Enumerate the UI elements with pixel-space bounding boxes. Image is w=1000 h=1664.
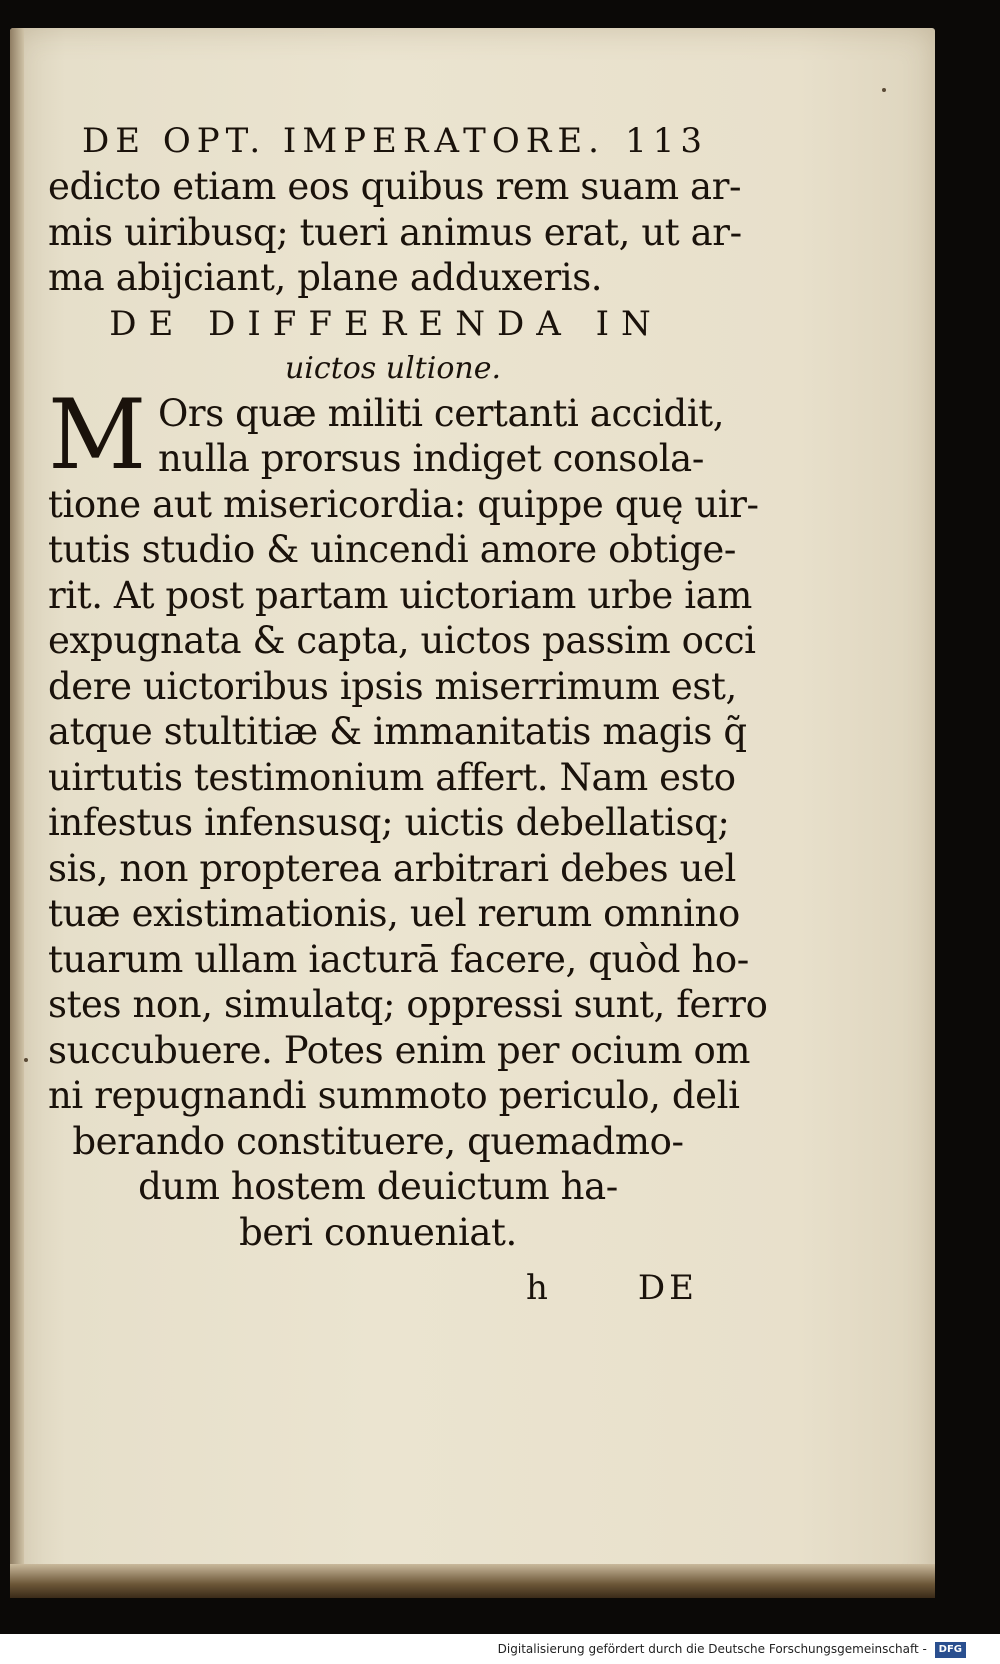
text-line: atque stultitiæ & immanitatis magis q̃ [48,710,747,753]
text-line: stes non, simulatq; oppressi sunt, ferro [48,983,768,1026]
book-page [10,28,935,1598]
drop-capital: M [48,378,147,491]
text-line: infestus infensusq; uictis debellatisq; [48,801,730,844]
text-line: ma abijciant, plane adduxeris. [48,256,603,299]
text-line: uirtutis testimonium affert. Nam esto [48,755,736,799]
page-bottom-edge [10,1564,935,1598]
digitization-notice-bar [0,1634,1000,1664]
text-line: tione aut misericordia: quippe quę uir- [48,482,759,526]
digitization-notice: Digitalisierung gefördert durch die Deutsche Forschungsgemeinschaft - [497,1642,927,1656]
paper-speck [882,88,886,92]
page-footer [48,1265,708,1311]
text-line: sis, non propterea arbitrari debes uel [48,846,736,890]
text-line: rit. At post partam uictoriam urbe iam [48,573,752,617]
text-line: tuæ existimationis, uel rerum omnino [48,892,740,935]
text-line: ni repugnandi summoto periculo, deli [48,1074,740,1117]
text-line: Ors quæ militi certanti accidit, [158,391,725,435]
text-line: mis uiribusq; tueri animus erat, ut ar- [48,210,742,254]
body-paragraph [48,378,768,1256]
page-left-edge [10,28,24,1598]
running-title: DE OPT. IMPERATORE. [82,121,605,161]
dfg-logo: DFG [935,1642,966,1658]
text-line: beri conueniat. [239,1210,517,1254]
text-block [48,118,768,1311]
section-title: DE DIFFERENDA IN [109,303,663,344]
text-line: expugnata & capta, uictos passim occi [48,619,756,662]
signature-mark: h [526,1268,548,1308]
running-header [82,118,708,164]
text-line: edicto etiam eos quibus rem suam ar- [48,165,742,208]
text-line: nulla prorsus indiget consola- [158,437,704,480]
text-line: tuarum ullam iacturā facere, quòd ho- [48,937,749,981]
text-line: dum hostem deuictum ha- [138,1165,618,1208]
section-subtitle: uictos ultione. [284,350,501,386]
page-number: 113 [625,121,708,161]
catchword: DE [637,1268,698,1308]
text-line: succubuere. Potes enim per ocium om [48,1028,751,1072]
text-line: berando constituere, quemadmo- [72,1119,684,1163]
text-line: dere uictoribus ipsis miserrimum est, [48,664,737,708]
text-line: tutis studio & uincendi amore obtige- [48,528,737,571]
paper-speck [24,1058,28,1062]
